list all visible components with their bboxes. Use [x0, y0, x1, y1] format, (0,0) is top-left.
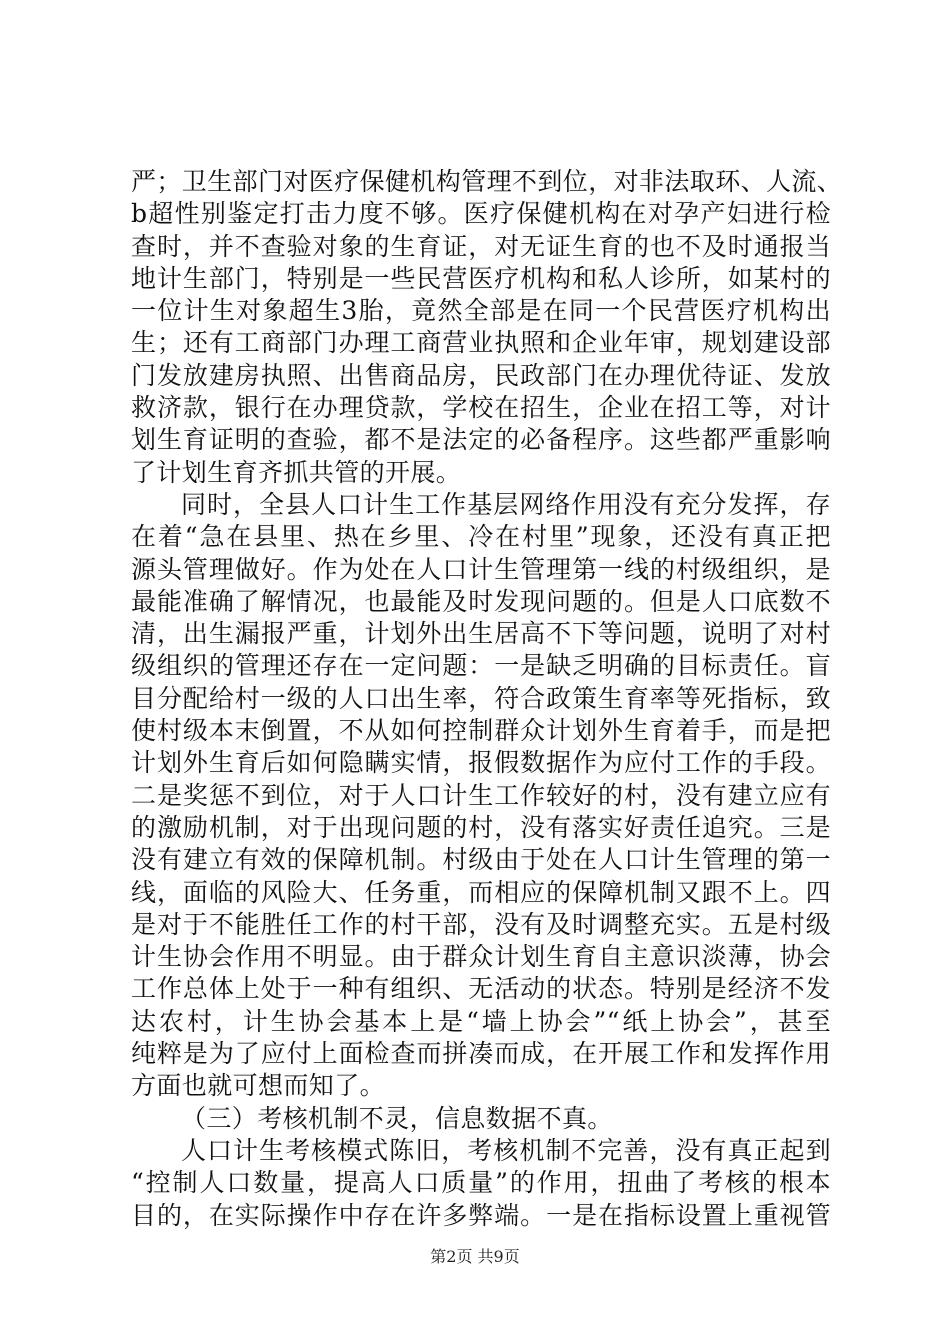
text-line: 救济款，银行在办理贷款，学校在招生，企业在招工等，对计 [131, 393, 831, 423]
text-line: 目的，在实际操作中存在许多弊端。一是在指标设置上重视管 [131, 1200, 831, 1230]
text-line: 源头管理做好。作为处在人口计生管理第一线的村级组织，是 [131, 554, 831, 584]
text-line: 清，出生漏报严重，计划外出生居高不下等问题，说明了对村 [131, 619, 831, 649]
text-line: 级组织的管理还存在一定问题：一是缺乏明确的目标责任。盲 [131, 651, 831, 681]
text-line: 计划外生育后如何隐瞒实情，报假数据作为应付工作的手段。 [131, 748, 831, 778]
text-line: 生；还有工商部门办理工商营业执照和企业年审，规划建设部 [131, 328, 831, 358]
text-line: 没有建立有效的保障机制。村级由于处在人口计生管理的第一 [131, 845, 831, 875]
text-line: 门发放建房执照、出售商品房，民政部门在办理优待证、发放 [131, 360, 831, 390]
text-line: 最能准确了解情况，也最能及时发现问题的。但是人口底数不 [131, 586, 831, 616]
text-line: 二是奖惩不到位，对于人口计生工作较好的村，没有建立应有 [131, 780, 831, 810]
text-line: “控制人口数量，提高人口质量”的作用，扭曲了考核的根本 [131, 1168, 831, 1198]
text-line: （三）考核机制不灵，信息数据不真。 [181, 1103, 613, 1133]
text-line: 线，面临的风险大、任务重，而相应的保障机制又跟不上。四 [131, 877, 831, 907]
text-line: 一位计生对象超生3胎，竟然全部是在同一个民营医疗机构出 [131, 296, 831, 326]
text-line: 方面也就可想而知了。 [131, 1071, 386, 1101]
text-line: 查时，并不查验对象的生育证，对无证生育的也不及时通报当 [131, 231, 831, 261]
text-line: 计生协会作用不明显。由于群众计划生育自主意识淡薄，协会 [131, 942, 831, 972]
text-line: 使村级本末倒置，不从如何控制群众计划外生育着手，而是把 [131, 716, 831, 746]
text-line: 目分配给村一级的人口出生率，符合政策生育率等死指标，致 [131, 683, 831, 713]
page-footer: 第2页 共9页 [430, 1247, 520, 1266]
text-line: 纯粹是为了应付上面检查而拼凑而成，在开展工作和发挥作用 [131, 1039, 831, 1069]
text-line: b超性别鉴定打击力度不够。医疗保健机构在对孕产妇进行检 [131, 199, 831, 229]
text-line: 同时，全县人口计生工作基层网络作用没有充分发挥，存 [181, 489, 831, 519]
text-line: 在着“急在县里、热在乡里、冷在村里”现象，还没有真正把 [131, 522, 831, 552]
text-line: 地计生部门，特别是一些民营医疗机构和私人诊所，如某村的 [131, 263, 831, 293]
document-body [131, 166, 843, 1232]
text-line: 了计划生育齐抓共管的开展。 [131, 457, 462, 487]
text-line: 达农村，计生协会基本上是“墙上协会”“纸上协会”，甚至 [131, 1006, 831, 1036]
text-line: 划生育证明的查验，都不是法定的必备程序。这些都严重影响 [131, 425, 831, 455]
text-line: 人口计生考核模式陈旧，考核机制不完善，没有真正起到 [181, 1135, 831, 1165]
text-line: 工作总体上处于一种有组织、无活动的状态。特别是经济不发 [131, 974, 831, 1004]
text-line: 严；卫生部门对医疗保健机构管理不到位，对非法取环、人流、 [131, 167, 843, 196]
text-line: 是对于不能胜任工作的村干部，没有及时调整充实。五是村级 [131, 909, 831, 939]
text-line: 的激励机制，对于出现问题的村，没有落实好责任追究。三是 [131, 812, 831, 842]
